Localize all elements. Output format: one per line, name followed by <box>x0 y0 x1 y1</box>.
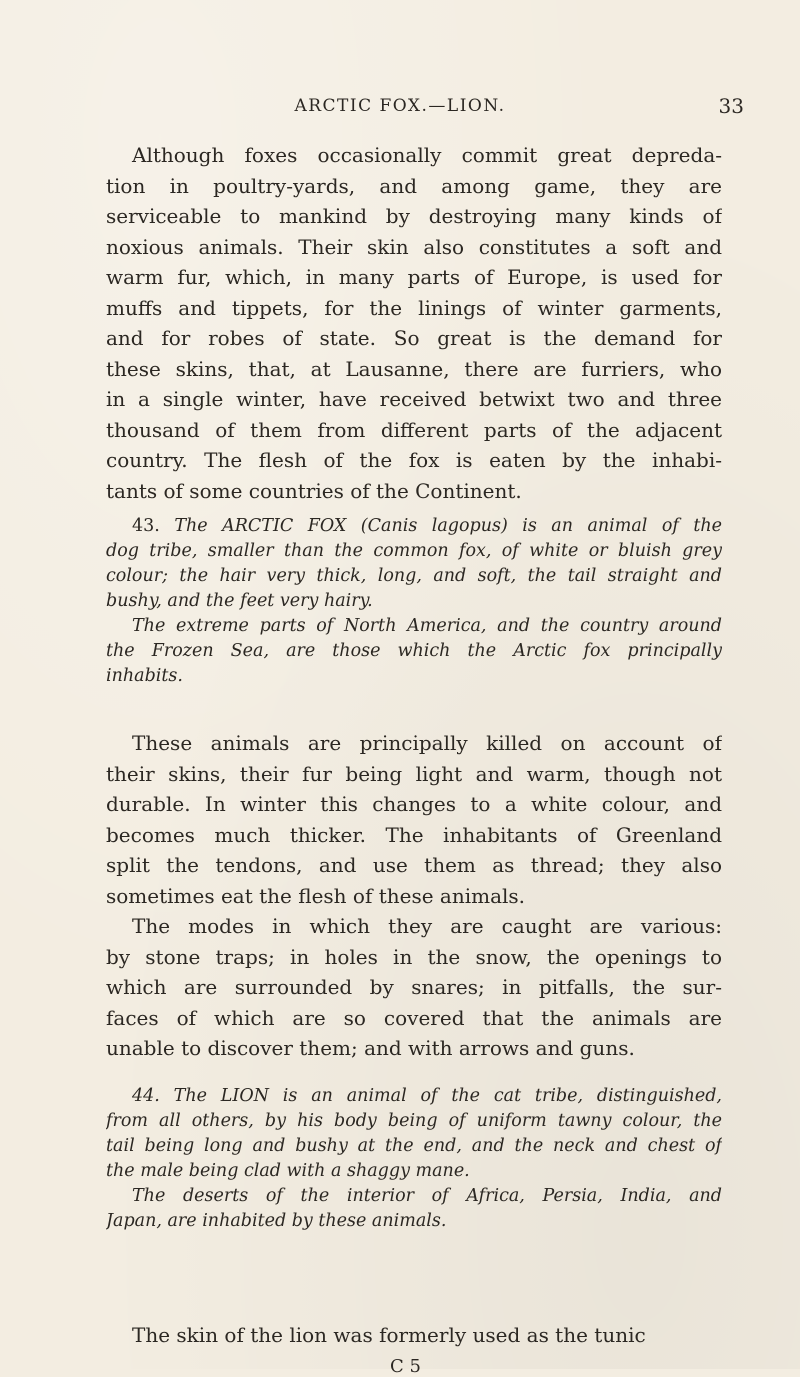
text-line: warm fur, which, in many parts of Europe, is used for <box>106 265 722 289</box>
note-line: the male being clad with a shaggy mane. <box>106 1161 470 1181</box>
note-line <box>106 514 722 539</box>
note-line: The extreme parts of North America, and the country around <box>132 616 722 636</box>
text-line: These animals are principally killed on account of <box>132 731 722 755</box>
text-line: and for robes of state. So great is the demand for <box>106 326 722 350</box>
text-line: these skins, that, at Lausanne, there are furriers, who <box>106 356 722 381</box>
signature-mark: C 5 <box>390 1356 421 1377</box>
text-line: unable to discover them; and with arrows and guns. <box>106 1036 635 1060</box>
text-line: faces of which are so covered that the animals are <box>106 1005 722 1030</box>
text-line: becomes much thicker. The inhabitants of Greenland <box>106 822 722 847</box>
text-line: The skin of the lion was formerly used as the tunic <box>132 1323 646 1347</box>
text-line: Although foxes occasionally commit great depreda- <box>132 143 722 167</box>
text-line: muffs and tippets, for the linings of winter garments, <box>106 295 722 320</box>
running-head <box>0 94 800 126</box>
paragraph-arctic-fox-skins <box>106 728 722 911</box>
note-arctic-fox <box>106 514 722 689</box>
paragraph-capture-modes <box>106 911 722 1064</box>
text-line: split the tendons, and use them as thread; they also <box>106 853 722 877</box>
text-line: sometimes eat the flesh of these animals. <box>106 883 526 908</box>
page-number: 33 <box>718 94 744 118</box>
text-line: durable. In winter this changes to a white colour, and <box>106 792 722 816</box>
text-line: by stone traps; in holes in the snow, the openings to <box>106 944 722 969</box>
note-line: Japan, are inhabited by these animals. <box>106 1211 447 1231</box>
note-line: The deserts of the interior of Africa, Persia, India, and <box>132 1186 722 1206</box>
text-line: thousand of them from different parts of the adjacent <box>106 417 722 442</box>
note-lion <box>106 1084 722 1234</box>
note-line: bushy, and the feet very hairy. <box>106 591 373 611</box>
text-line: tants of some countries of the Continent. <box>106 478 522 503</box>
note-number: 43. <box>132 516 160 536</box>
note-line: dog tribe, smaller than the common fox, of white or bluish grey <box>106 541 722 561</box>
running-title: ARCTIC FOX.—LION. <box>294 96 506 116</box>
note-line: the Frozen Sea, are those which the Arctic fox principally <box>106 641 722 661</box>
text-line: The modes in which they are caught are various: <box>132 914 722 938</box>
text-line: country. The flesh of the fox is eaten by the inhabi- <box>106 448 722 472</box>
text-line: tion in poultry-yards, and among game, they are <box>106 173 722 198</box>
text-line: in a single winter, have received betwixt two and three <box>106 387 722 411</box>
text-line: their skins, their fur being light and warm, though not <box>106 761 722 786</box>
text-line: noxious animals. Their skin also constitutes a soft and <box>106 234 722 259</box>
note-line: from all others, by his body being of uniform tawny colour, the <box>106 1111 722 1131</box>
note-line: 44. The LION is an animal of the cat tribe, distinguished, <box>132 1086 722 1106</box>
note-line: colour; the hair very thick, long, and soft, the tail straight and <box>106 566 722 586</box>
text-line: which are surrounded by snares; in pitfalls, the sur- <box>106 975 722 999</box>
note-line: tail being long and bushy at the end, and the neck and chest of <box>106 1136 722 1156</box>
paragraph-fox-uses <box>106 140 722 506</box>
note-line: inhabits. <box>106 666 183 686</box>
paragraph-lion-skin <box>106 1320 722 1351</box>
note-line-text: The ARCTIC FOX (Canis lagopus) is an animal of the <box>174 516 722 536</box>
text-line: serviceable to mankind by destroying many kinds of <box>106 204 722 228</box>
